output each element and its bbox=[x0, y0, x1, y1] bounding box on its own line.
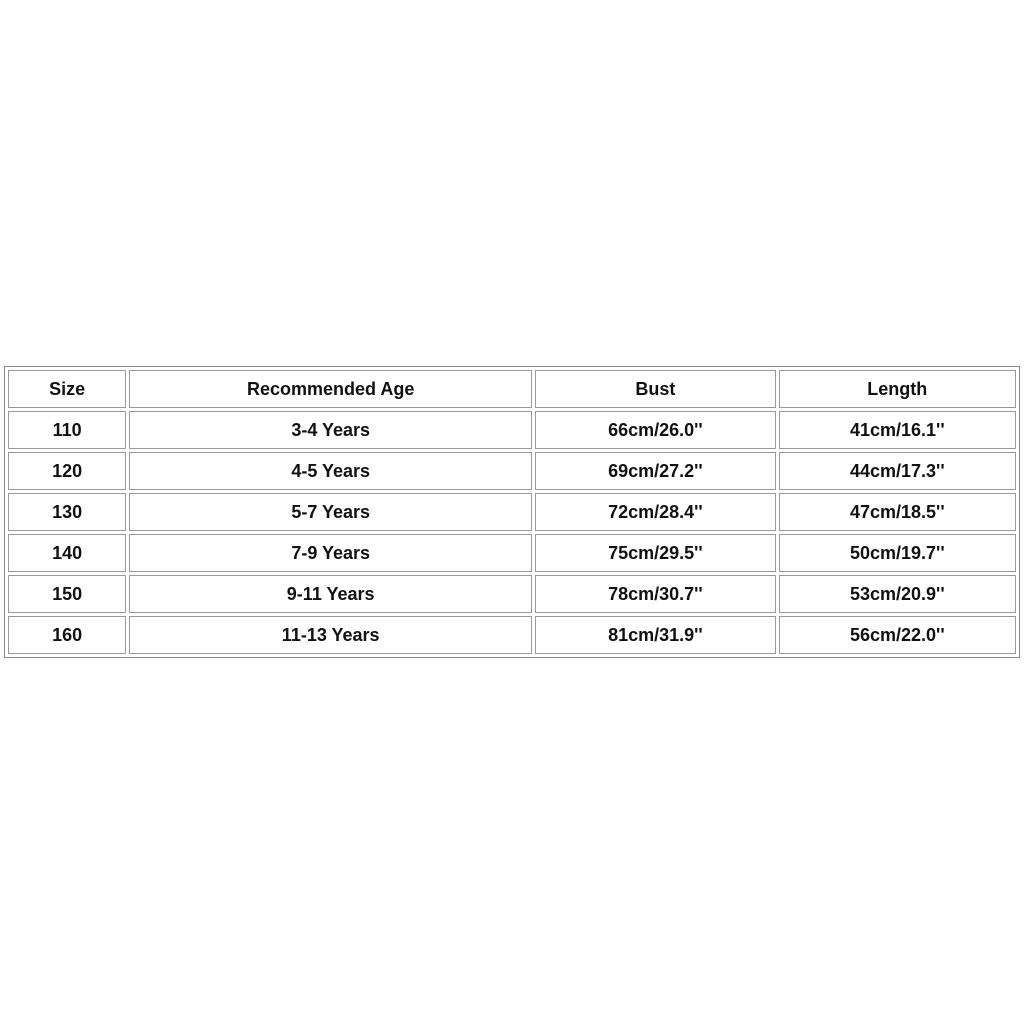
cell-bust: 72cm/28.4'' bbox=[535, 493, 775, 531]
cell-length: 56cm/22.0'' bbox=[779, 616, 1016, 654]
cell-size: 160 bbox=[8, 616, 126, 654]
table-row bbox=[8, 411, 1016, 449]
cell-recommended-age: 7-9 Years bbox=[129, 534, 532, 572]
table-row bbox=[8, 575, 1016, 613]
cell-length: 47cm/18.5'' bbox=[779, 493, 1016, 531]
cell-length: 44cm/17.3'' bbox=[779, 452, 1016, 490]
cell-size: 120 bbox=[8, 452, 126, 490]
cell-size: 140 bbox=[8, 534, 126, 572]
cell-bust: 75cm/29.5'' bbox=[535, 534, 775, 572]
cell-recommended-age: 5-7 Years bbox=[129, 493, 532, 531]
table-row bbox=[8, 452, 1016, 490]
cell-length: 50cm/19.7'' bbox=[779, 534, 1016, 572]
cell-size: 110 bbox=[8, 411, 126, 449]
cell-size: 130 bbox=[8, 493, 126, 531]
cell-bust: 66cm/26.0'' bbox=[535, 411, 775, 449]
cell-bust: 78cm/30.7'' bbox=[535, 575, 775, 613]
cell-size: 150 bbox=[8, 575, 126, 613]
cell-recommended-age: 9-11 Years bbox=[129, 575, 532, 613]
cell-length: 53cm/20.9'' bbox=[779, 575, 1016, 613]
header-bust: Bust bbox=[535, 370, 775, 408]
header-length: Length bbox=[779, 370, 1016, 408]
header-recommended-age: Recommended Age bbox=[129, 370, 532, 408]
table-row bbox=[8, 534, 1016, 572]
cell-bust: 69cm/27.2'' bbox=[535, 452, 775, 490]
cell-bust: 81cm/31.9'' bbox=[535, 616, 775, 654]
cell-length: 41cm/16.1'' bbox=[779, 411, 1016, 449]
header-row bbox=[8, 370, 1016, 408]
table-row bbox=[8, 493, 1016, 531]
table-row bbox=[8, 616, 1016, 654]
cell-recommended-age: 4-5 Years bbox=[129, 452, 532, 490]
cell-recommended-age: 3-4 Years bbox=[129, 411, 532, 449]
header-size: Size bbox=[8, 370, 126, 408]
cell-recommended-age: 11-13 Years bbox=[129, 616, 532, 654]
size-chart-table bbox=[4, 366, 1020, 658]
